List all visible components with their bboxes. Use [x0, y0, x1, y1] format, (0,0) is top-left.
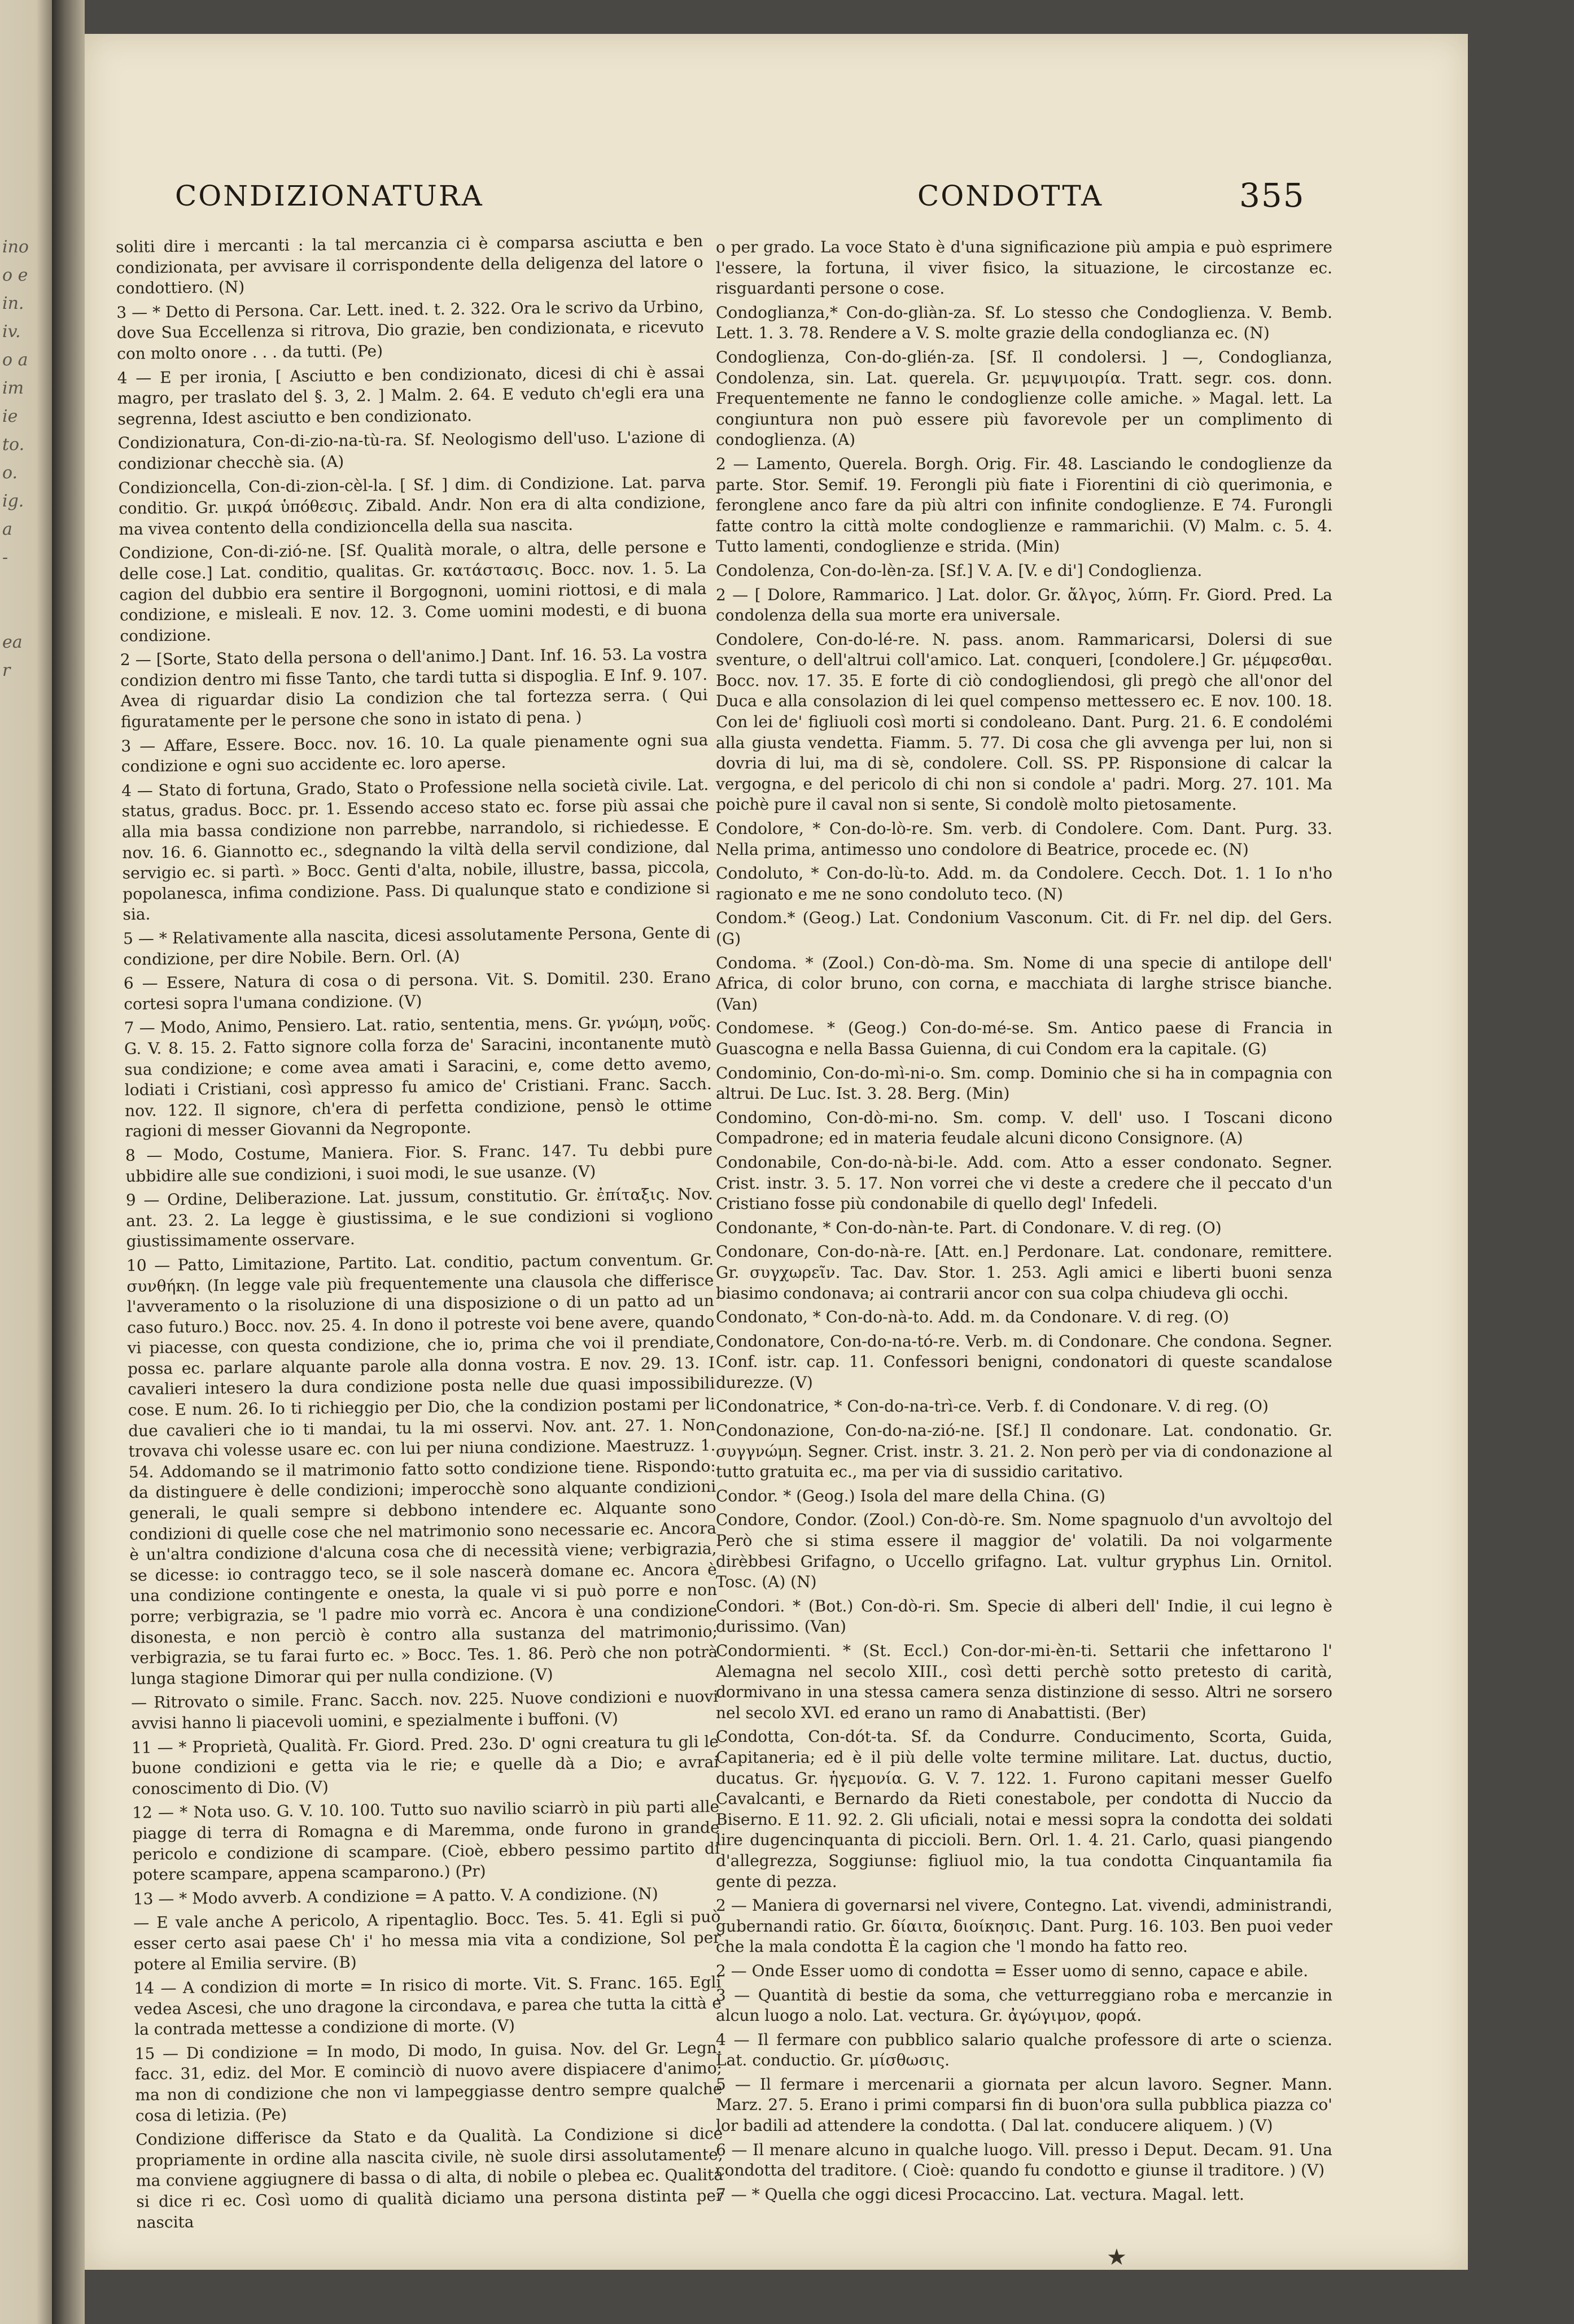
previous-page-edge	[0, 0, 52, 2324]
dictionary-entry: Condizione differisce da Stato e da Qualità. La Condizione si dice propriamente in ordine alla nascita civile, nè suole dirsi assolutamente, ma conviene aggiugnere di bassa o di alta, di nobile o plebea ec. Qualità si dice ri ec. Così uomo di qualità diciamo una persona distinta per nascita	[135, 2124, 724, 2232]
dictionary-entry: Condori. * (Bot.) Con-dò-ri. Sm. Specie di alberi dell' Indie, il cui legno è durissimo. (Van)	[716, 1596, 1332, 1636]
dictionary-entry: Condormienti. * (St. Eccl.) Con-dor-mi-èn-ti. Settarii che infettarono l' Alemagna nel secolo XIII., così detti perchè sotto pretesto di carità, dormivano in una stessa camera senza distinzione di sesso. Altri ne sorsero nel secolo XVI. ed erano un ramo di Anabattisti. (Ber)	[716, 1641, 1332, 1722]
dictionary-entry: Condolore, * Con-do-lò-re. Sm. verb. di Condolere. Com. Dant. Purg. 33. Nella prima, antimesso uno condolore di Beatrice, procede ec. (N)	[716, 819, 1332, 859]
dictionary-entry: Condonato, * Con-do-nà-to. Add. m. da Condonare. V. di reg. (O)	[716, 1308, 1229, 1327]
dictionary-entry: 4 — E per ironia, [ Asciutto e ben condizionato, dicesi di chi è assai magro, per traslato del §. 3, 2. ] Malm. 2. 64. E veduto ch'egli era una segrenna, Idest asciutto e ben condizionato.	[117, 362, 705, 429]
dictionary-entry: Condolenza, Con-do-lèn-za. [Sf.] V. A. [V. e di'] Condoglienza.	[716, 561, 1203, 580]
previous-page-fragment: o a	[2, 350, 28, 370]
dictionary-entry: Condoglienza, Con-do-glién-za. [Sf. Il condolersi. ] —, Condoglianza, Condolenza, sin. Lat. querela. Gr. μεμψιμοιρία. Tratt. segr. cos. donn. Frequentemente ne fanno le condoglienze colle amiche. » Magal. lett. La congiuntura non può essere più favorevole per un complimento di condoglienza. (A)	[716, 347, 1332, 449]
dictionary-entry: Condolere, Con-do-lé-re. N. pass. anom. Rammaricarsi, Dolersi di sue sventure, o dell'altrui coll'amico. Lat. conqueri, [condolere.] Gr. μέμφεσθαι. Bocc. nov. 17. 35. E forte di ciò condogliendosi, gli pregò che all'onor del Duca e alla consolazion di lei quel compenso mettessero ec. E nov. 100. 18. Con lei de' figliuoli così morti si condoleano. Dant. Purg. 21. 6. E condolémi alla giusta vendetta. Fiamm. 5. 77. Di cosa che gli avvenga per lui, non si dovria di lui, ma di sè, condolere. Coll. SS. PP. Risponsione di calcar la vergogna, e del pericolo di chi non si condole a' padri. Morg. 27. 101. Ma poichè pure il caval non si sente, Si condolè molto pietosamente.	[716, 630, 1332, 814]
dictionary-entry: Condom.* (Geog.) Lat. Condonium Vasconum. Cit. di Fr. nel dip. del Gers. (G)	[716, 908, 1332, 948]
dictionary-entry: Condoma. * (Zool.) Con-dò-ma. Sm. Nome di una specie di antilope dell' Africa, di color bruno, con corna, e macchiata di larghe strisce bianche. (Van)	[716, 953, 1332, 1014]
dictionary-entry: Condonatore, Con-do-na-tó-re. Verb. m. di Condonare. Che condona. Segner. Conf. istr. cap. 11. Confessori benigni, condonatori di queste scandalose durezze. (V)	[716, 1331, 1332, 1392]
dictionary-entry: 4 — Stato di fortuna, Grado, Stato o Professione nella società civile. Lat. status, gradus. Bocc. pr. 1. Essendo acceso stato ec. forse più assai che alla mia bassa condizione non parrebbe, narrandolo, si richiedesse. E nov. 16. 6. Giannotto ec., sdegnando la viltà della servil condizione, dal servigio ec. si partì. » Bocc. Genti d'alta, nobile, illustre, bassa, piccola, popolanesca, infima condizione. Pass. Di qualunque stato e condizione si sia.	[121, 775, 710, 924]
dictionary-entry: Condomino, Con-dò-mi-no. Sm. comp. V. dell' uso. I Toscani dicono Compadrone; ed in materia feudale alcuni dicono Consignore. (A)	[716, 1108, 1332, 1148]
dictionary-entry: 6 — Essere, Natura di cosa o di persona. Vit. S. Domitil. 230. Erano cortesi sopra l'umana condizione. (V)	[123, 968, 711, 1014]
dictionary-entry: soliti dire i mercanti : la tal mercanzia ci è comparsa asciutta e ben condizionata, per avvisare il corrispondente della deligenza del latore o condottiero. (N)	[116, 231, 703, 298]
dictionary-entry: 4 — Il fermare con pubblico salario qualche professore di arte o scienza. Lat. conductio. Gr. μίσθωσις.	[716, 2030, 1332, 2070]
previous-page-fragment: ino	[2, 237, 29, 257]
previous-page-fragment: to.	[2, 435, 25, 455]
running-head-right: CONDOTTA	[917, 180, 1104, 212]
dictionary-entry: Condonabile, Con-do-nà-bi-le. Add. com. Atto a esser condonato. Segner. Crist. instr. 3. 5. 17. Non vorrei che vi deste a credere che il peccato d'un Cristiano fosse più condonabile di quello degl' Infedeli.	[716, 1152, 1332, 1213]
dictionary-entry: 2 — Onde Esser uomo di condotta = Esser uomo di senno, capace e abile.	[716, 1961, 1309, 1980]
previous-page-fragment: r	[2, 661, 11, 680]
dictionary-entry: 2 — Maniera di governarsi nel vivere, Contegno. Lat. vivendi, administrandi, gubernandi ratio. Gr. δίαιτα, διοίκησις. Dant. Purg. 16. 103. Ben puoi veder che la mala condotta È la cagion che 'l mondo ha fatto reo.	[716, 1896, 1332, 1956]
dictionary-entry: 3 — Affare, Essere. Bocc. nov. 16. 10. La quale pienamente ogni sua condizione e ogni suo accidente ec. loro aperse.	[121, 730, 709, 776]
dictionary-entry: o per grado. La voce Stato è d'una significazione più ampia e può esprimere l'essere, la fortuna, il viver fisico, la situazione, le circostanze ec. risguardanti persone o cose.	[716, 238, 1332, 298]
previous-page-fragment: ig.	[2, 491, 24, 511]
dictionary-entry: 5 — Il fermare i mercenarii a giornata per alcun lavoro. Segner. Mann. Marz. 27. 5. Erano i primi comparsi fin di buon'ora sulla pubblica piazza co' lor badili ad attendere la condotta. ( Dal lat. conducere aliquem. ) (V)	[716, 2074, 1332, 2135]
dictionary-entry: Condotta, Con-dót-ta. Sf. da Condurre. Conducimento, Scorta, Guida, Capitaneria; ed è il più delle volte termine militare. Lat. ductus, ductio, ducatus. Gr. ἡγεμονία. G. V. 7. 122. 1. Furono capitani messer Guelfo Cavalcanti, e Bernardo da Rieti conestabole, per condotta di Nuccio da Biserno. E 11. 92. 2. Gli uficiali, notai e messi sopra la condotta dei soldati lire dugencinquanta di piccioli. Bern. Orl. 1. 4. 21. Carlo, quasi piangendo d'allegrezza, Soggiunse: figliuol mio, la tua condotta Cinquantamila fia gente di pezza.	[716, 1727, 1332, 1891]
previous-page-fragment: im	[2, 378, 24, 398]
dictionary-entry: Condoglianza,* Con-do-gliàn-za. Sf. Lo stesso che Condoglienza. V. Bemb. Lett. 1. 3. 78. Rendere a V. S. molte grazie della condoglianza ec. (N)	[716, 303, 1332, 343]
dictionary-entry: 7 — * Quella che oggi dicesi Procaccino. Lat. vectura. Magal. lett.	[716, 2185, 1244, 2204]
dictionary-entry: Condonatrice, * Con-do-na-trì-ce. Verb. f. di Condonare. V. di reg. (O)	[716, 1397, 1269, 1416]
dictionary-entry: Condizioncella, Con-di-zion-cèl-la. [ Sf. ] dim. di Condizione. Lat. parva conditio. Gr. μικρά ὑπόθεσις. Zibald. Andr. Non era di alta condizione, ma vivea contento della condizioncella della sua nascita.	[118, 472, 706, 539]
previous-page-fragment: -	[2, 548, 8, 567]
dictionary-entry: 6 — Il menare alcuno in qualche luogo. Vill. presso i Deput. Decam. 91. Una condotta del traditore. ( Cioè: quando fu condotto e giunse il traditore. ) (V)	[716, 2140, 1332, 2180]
previous-page-fragment: in.	[2, 294, 24, 313]
book-gutter	[52, 0, 85, 2324]
previous-page-fragment: o e	[2, 265, 28, 285]
dictionary-entry: Condonante, * Con-do-nàn-te. Part. di Condonare. V. di reg. (O)	[716, 1218, 1222, 1237]
dictionary-entry: 8 — Modo, Costume, Maniera. Fior. S. Franc. 147. Tu debbi pure ubbidire alle sue condizioni, i suoi modi, le sue usanze. (V)	[125, 1139, 713, 1186]
previous-page-fragment: ie	[2, 407, 18, 426]
dictionary-entry: 2 — Lamento, Querela. Borgh. Orig. Fir. 48. Lasciando le condoglienze da parte. Stor. Semif. 19. Ferongli più fiate i Fiorentini di ciò querimonia, e feronglene anco fare da più altri con infinite condoglienze. E 74. Furongli fatte contro la città molte condoglienze e rammarichii. (V) Malm. c. 5. 4. Tutto lamenti, condoglienze e strida. (Min)	[716, 454, 1332, 556]
right-text-column	[716, 237, 1332, 2208]
dictionary-entry: 5 — * Relativamente alla nascita, dicesi assolutamente Persona, Gente di condizione, per dire Nobile. Bern. Orl. (A)	[123, 923, 711, 969]
dictionary-entry: 2 — [Sorte, Stato della persona o dell'animo.] Dant. Inf. 16. 53. La vostra condizion dentro mi fisse Tanto, che tardi tutta si dispoglia. E Inf. 9. 107. Avea di riguardar disio La condizion che tal fortezza serra. ( Qui figuratamente per le persone che sono in istato di pena. )	[120, 644, 708, 732]
previous-page-fragment: iv.	[2, 322, 21, 342]
dictionary-entry: 9 — Ordine, Deliberazione. Lat. jussum, constitutio. Gr. ἐπίταξις. Nov. ant. 23. 2. La legge è giustissima, e le sue condizioni si vogliono giustissimamente osservare.	[125, 1185, 714, 1251]
previous-page-fragment: a	[2, 519, 12, 539]
dictionary-entry: 14 — A condizion di morte = In risico di morte. Vit. S. Franc. 165. Egli vedea Ascesi, che uno dragone la circondava, e parea che tutta la città e la contrada mettesse a condizione di morte. (V)	[134, 1973, 722, 2039]
dictionary-entry: Condore, Condor. (Zool.) Con-dò-re. Sm. Nome spagnuolo d'un avvoltojo del Però che si stima essere il maggior de' volatili. Da noi volgarmente dirèbbesi Grifagno, o Uccello grifagno. Lat. vultur gryphus Lin. Ornitol. Tosc. (A) (N)	[716, 1510, 1332, 1592]
previous-page-fragment: ea	[2, 632, 23, 652]
dictionary-entry: 3 — Quantità di bestie da soma, che vetturreggiano roba e mercanzie in alcun luogo a nolo. Lat. vectura. Gr. ἀγώγιμον, φορά.	[716, 1985, 1332, 2025]
scanner-background	[1468, 0, 1574, 2324]
dictionary-entry: Condomese. * (Geog.) Con-do-mé-se. Sm. Antico paese di Francia in Guascogna e nella Bassa Guienna, di cui Condom era la capitale. (G)	[716, 1019, 1332, 1058]
running-head-left: CONDIZIONATURA	[175, 180, 484, 212]
dictionary-entry: 15 — Di condizione = In modo, Di modo, In guisa. Nov. del Gr. Legn. facc. 31, ediz. del Mor. E cominciò di nuovo avere dispiacere d'animo; ma non di condizione che non vi lampeggiasse dentro sempre qualche cosa di letizia. (Pe)	[134, 2038, 723, 2125]
dictionary-entry: Condizione, Con-di-zió-ne. [Sf. Qualità morale, o altra, delle persone e delle cose.] Lat. conditio, qualitas. Gr. κατάστασις. Bocc. nov. 1. 5. La cagion del dubbio era sentire il Borgognoni, uomini riottosi, e di mala condizione, e misleali. E nov. 12. 3. Come uomini modesti, e di buona condizione.	[119, 538, 707, 645]
footer-star-mark: ★	[1107, 2244, 1127, 2270]
page-number: 355	[1239, 176, 1305, 215]
dictionary-entry: 13 — * Modo avverb. A condizione = A patto. V. A condizione. (N)	[133, 1884, 658, 1908]
dictionary-entry: Condominio, Con-do-mì-ni-o. Sm. comp. Dominio che si ha in compagnia con altrui. De Luc. Ist. 3. 28. Berg. (Min)	[716, 1063, 1332, 1103]
dictionary-entry: 11 — * Proprietà, Qualità. Fr. Giord. Pred. 23o. D' ogni creatura tu gli le buone condizioni e getta via le rie; e quelle dà a Dio; e avrai conoscimento di Dio. (V)	[131, 1732, 719, 1798]
dictionary-entry: — Ritrovato o simile. Franc. Sacch. nov. 225. Nuove condizioni e nuovi avvisi hanno li piacevoli uomini, e spezialmente i buffoni. (V)	[131, 1687, 719, 1733]
dictionary-entry: Condonazione, Con-do-na-zió-ne. [Sf.] Il condonare. Lat. condonatio. Gr. συγγνώμη. Segner. Crist. instr. 3. 21. 2. Non però per via di condonazione al tutto gratuita ec., ma per via di sussidio caritativo.	[716, 1421, 1332, 1482]
dictionary-entry: 10 — Patto, Limitazione, Partito. Lat. conditio, pactum conventum. Gr. συνθήκη. (In legge vale più frequentemente una clausola che differisce l'avveramento o la risoluzione di una disposizione o di un patto ad un caso futuro.) Bocc. nov. 25. 4. In dono il potreste voi bene avere, quando vi piacesse, con questa condizione, che io, prima che voi il prendiate, possa ec. parlare alquante parole alla donna vostra. E nov. 29. 13. I cavalieri intesero la dura condizione posta nelle due quasi impossibili cose. E num. 26. Io ti richieggio per Dio, che la condizion postami per li due cavalieri che io ti mandai, tu la mi osservi. Nov. ant. 27. 1. Non trovava chi volesse usare ec. con lui per niuna condizione. Maestruzz. 1. 54. Addomando se il matrimonio fatto sotto condizione tiene. Rispondo: da distinguere è delle condizioni; imperocchè sono alquante condizioni generali, le quali sempre si debbono intendere ec. Alquante sono condizioni di quelle cose che nel matrimonio sono necessarie ec. Ancora è un'altra condizione d'alcuna cosa che di necessità viene; verbigrazia, se dicesse: io contraggo teco, se il sole nascerà domane ec. Ancora è una condizione contingente e onesta, la quale vi si può porre e non porre; verbigrazia, se 'l padre mio vorrà ec. Ancora è una condizione disonesta, e non perciò è contro alla sustanza del matrimonio; verbigrazia, se tu farai furto ec. » Bocc. Tes. 1. 86. Però che non potrà lunga stagione Dimorar qui per nulla condizione. (V)	[126, 1250, 718, 1688]
dictionary-entry: — E vale anche A pericolo, A ripentaglio. Bocc. Tes. 5. 41. Egli si può esser certo asai paese Ch' i' ho messa mia vita a condizione, Sol per potere al Emilia servire. (B)	[133, 1907, 721, 1974]
dictionary-entry: Condor. * (Geog.) Isola del mare della China. (G)	[716, 1486, 1105, 1505]
previous-page-fragment: o.	[2, 463, 18, 483]
dictionary-entry: Condonare, Con-do-nà-re. [Att. en.] Perdonare. Lat. condonare, remittere. Gr. συγχωρεῖν. Tac. Dav. Stor. 1. 253. Agli amici e liberti buoni senza biasimo condonava; ai contrarii ancor con sua colpa chiudeva gli occhi.	[716, 1242, 1332, 1303]
dictionary-entry: Condizionatura, Con-di-zio-na-tù-ra. Sf. Neologismo dell'uso. L'azione di condizionar checchè sia. (A)	[117, 427, 705, 473]
dictionary-entry: 2 — [ Dolore, Rammarico. ] Lat. dolor. Gr. ἄλγος, λύπη. Fr. Giord. Pred. La condolenza della sua morte era universale.	[716, 585, 1332, 625]
dictionary-entry: Condoluto, * Con-do-lù-to. Add. m. da Condolere. Cecch. Dot. 1. 1 Io n'ho ragionato e me ne sono condoluto teco. (N)	[716, 864, 1332, 903]
dictionary-entry: 7 — Modo, Animo, Pensiero. Lat. ratio, sententia, mens. Gr. γνώμη, νοῦς. G. V. 8. 15. 2. Fatto signore colla forza de' Saracini, incontanente mutò sua condizione; e come avea amati i Saracini, e, come detto avemo, lodiati i Cristiani, così appresso fu amico de' Cristiani. Franc. Sacch. nov. 122. Il signore, ch'era di perfetta condizione, pensò le ottime ragioni di messer Giovanni da Negroponte.	[124, 1012, 712, 1141]
dictionary-entry: 3 — * Detto di Persona. Car. Lett. ined. t. 2. 322. Ora le scrivo da Urbino, dove Sua Eccellenza si ritrova, Dio grazie, ben condizionata, e ricevuto con molto onore . . . da tutti. (Pe)	[116, 296, 704, 363]
left-text-column	[116, 231, 724, 2236]
dictionary-entry: 12 — * Nota uso. G. V. 10. 100. Tutto suo navilio sciarrò in più parti alle piagge di terra di Romagna e di Maremma, onde furono in grande pericolo e condizione di scampare. (Cioè, ebbero pessimo partito di potere scampare, appena scamparono.) (Pr)	[132, 1797, 720, 1884]
